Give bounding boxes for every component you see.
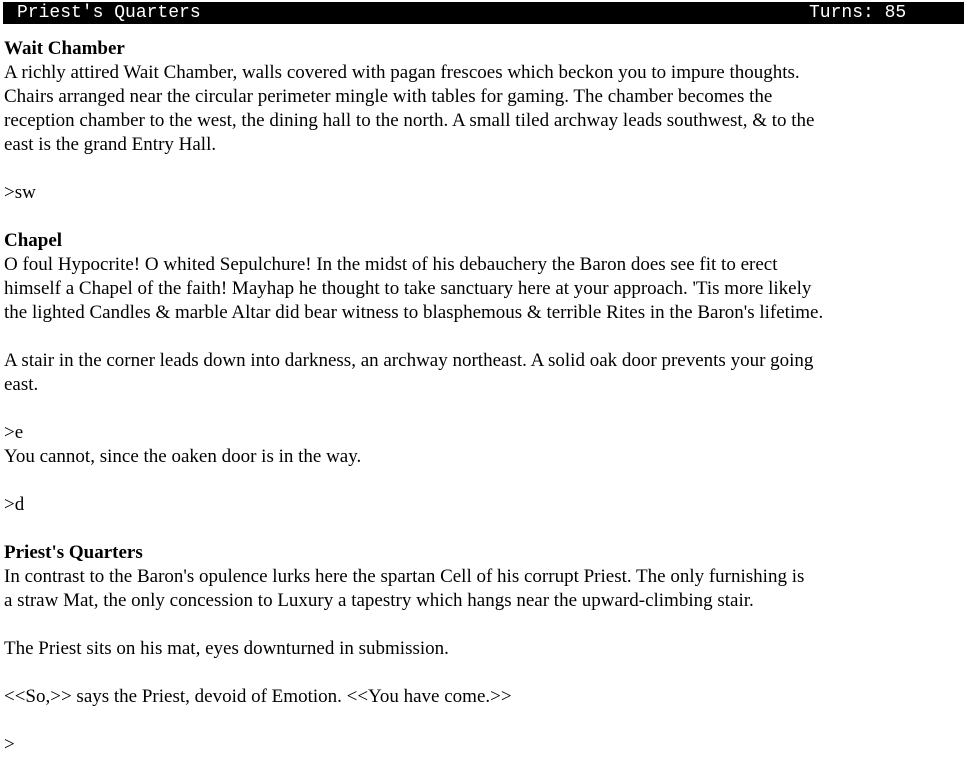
blank-line [4,709,966,733]
blank-line [4,157,966,181]
narrative-line: the lighted Candles & marble Altar did bear witness to blasphemous & terrible Rites in the Baron's lifetime. [4,302,824,323]
player-command: >sw [4,182,36,203]
blank-line [4,325,966,349]
status-location: Priest's Quarters [17,3,201,23]
blank-line [4,613,966,637]
blank-line [4,205,966,229]
blank-line [4,397,966,421]
narrative-line: a straw Mat, the only concession to Luxury a tapestry which hangs near the upward-climbing stair. [4,590,754,611]
room-title: Priest's Quarters [4,542,143,563]
status-turns [809,2,906,24]
player-command: >e [4,422,24,443]
room-title: Chapel [4,230,63,251]
player-command: >d [4,494,25,515]
turns-label: Turns: [809,3,874,23]
room-title: Wait Chamber [4,38,125,59]
status-bar [3,2,964,24]
narrative-line: A stair in the corner leads down into darkness, an archway northeast. A solid oak door prevents your going [4,350,814,371]
narrative-line: The Priest sits on his mat, eyes downturned in submission. [4,638,449,659]
command-prompt[interactable]: > [4,734,15,755]
narrative-line: O foul Hypocrite! O whited Sepulchure! In the midst of his debauchery the Baron does see fit to erect [4,254,778,275]
game-transcript [4,37,966,757]
narrative-line: himself a Chapel of the faith! Mayhap he thought to take sanctuary here at your approach. 'Tis more likely [4,278,812,299]
narrative-line: In contrast to the Baron's opulence lurks here the spartan Cell of his corrupt Priest. The only furnishing is [4,566,805,587]
blank-line [4,469,966,493]
narrative-line: Chairs arranged near the circular perimeter mingle with tables for gaming. The chamber becomes the [4,86,773,107]
narrative-line: reception chamber to the west, the dining hall to the north. A small tiled archway leads southwest, & to the [4,110,815,131]
narrative-line: east. [4,374,39,395]
narrative-line: east is the grand Entry Hall. [4,134,217,155]
blank-line [4,517,966,541]
blank-line [4,661,966,685]
narrative-line: <<So,>> says the Priest, devoid of Emotion. <<You have come.>> [4,686,512,707]
turns-value: 85 [884,3,907,23]
narrative-line: You cannot, since the oaken door is in the way. [4,446,362,467]
narrative-line: A richly attired Wait Chamber, walls covered with pagan frescoes which beckon you to impure thoughts. [4,62,800,83]
